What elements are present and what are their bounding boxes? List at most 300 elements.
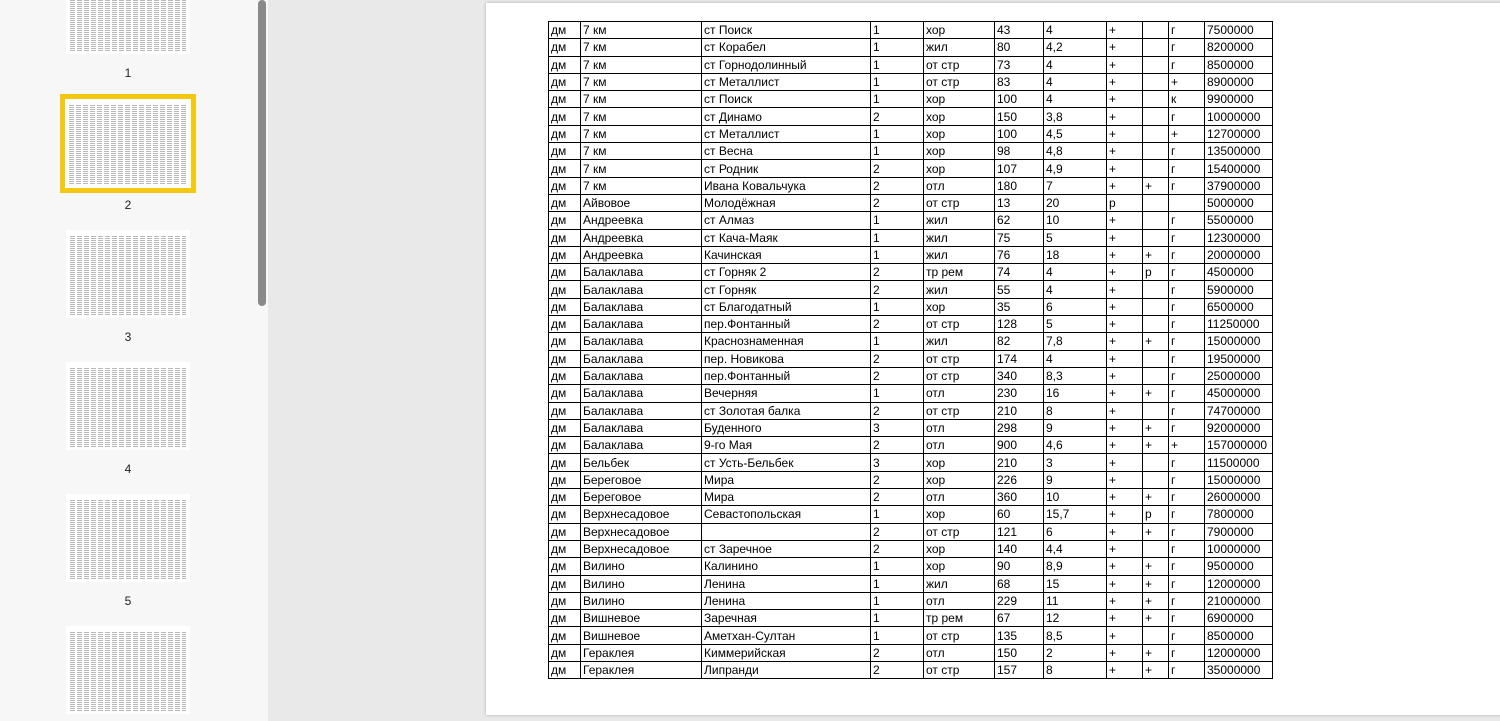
table-cell: дм xyxy=(549,194,581,211)
table-cell: 7 км xyxy=(581,108,702,125)
table-cell: ст Горняк xyxy=(702,281,871,298)
table-cell: Качинская xyxy=(702,246,871,263)
table-row xyxy=(549,419,1273,436)
table-cell: к xyxy=(1169,91,1205,108)
table-cell: Ивана Ковальчука xyxy=(702,177,871,194)
table-cell: 21000000 xyxy=(1205,592,1273,609)
table-cell xyxy=(1143,471,1169,488)
table-row xyxy=(549,506,1273,523)
table-cell: ст Горняк 2 xyxy=(702,264,871,281)
table-cell: + xyxy=(1143,385,1169,402)
table-cell: + xyxy=(1107,246,1143,263)
page-thumbnail-label: 3 xyxy=(124,330,132,344)
table-cell xyxy=(1143,627,1169,644)
table-cell: 229 xyxy=(995,592,1044,609)
table-cell: от стр xyxy=(924,56,995,73)
table-cell: г xyxy=(1169,281,1205,298)
table-cell: 360 xyxy=(995,489,1044,506)
table-row xyxy=(549,212,1273,229)
table-row xyxy=(549,246,1273,263)
table-cell: 1 xyxy=(871,506,924,523)
table-cell xyxy=(1143,454,1169,471)
table-cell: ст Металлист xyxy=(702,125,871,142)
table-row xyxy=(549,73,1273,90)
table-cell: ст Благодатный xyxy=(702,298,871,315)
table-cell: г xyxy=(1169,143,1205,160)
table-cell: 98 xyxy=(995,143,1044,160)
table-cell: 1 xyxy=(871,575,924,592)
table-cell: г xyxy=(1169,471,1205,488)
table-cell: дм xyxy=(549,610,581,627)
table-cell: дм xyxy=(549,316,581,333)
page-thumbnail-label: 1 xyxy=(124,66,132,80)
table-cell: г xyxy=(1169,644,1205,661)
table-row xyxy=(549,644,1273,661)
table-cell: р xyxy=(1107,194,1143,211)
page-thumbnail-image[interactable] xyxy=(66,230,190,318)
page-thumbnail-image[interactable] xyxy=(66,494,190,582)
table-cell: + xyxy=(1143,610,1169,627)
table-cell: + xyxy=(1107,558,1143,575)
table-row xyxy=(549,298,1273,315)
table-cell: 6500000 xyxy=(1205,298,1273,315)
table-cell: 11500000 xyxy=(1205,454,1273,471)
table-cell: + xyxy=(1107,661,1143,678)
table-cell: г xyxy=(1169,316,1205,333)
table-cell: 1 xyxy=(871,592,924,609)
table-cell: 37900000 xyxy=(1205,177,1273,194)
table-cell: Липранди xyxy=(702,661,871,678)
table-cell: г xyxy=(1169,160,1205,177)
table-cell: Заречная xyxy=(702,610,871,627)
table-cell: Вишневое xyxy=(581,627,702,644)
table-cell: 4,5 xyxy=(1044,125,1107,142)
table-cell: Балаклава xyxy=(581,437,702,454)
table-row xyxy=(549,540,1273,557)
table-cell: г xyxy=(1169,212,1205,229)
table-cell: + xyxy=(1107,108,1143,125)
table-cell: 107 xyxy=(995,160,1044,177)
table-cell: 10000000 xyxy=(1205,540,1273,557)
table-cell: 13500000 xyxy=(1205,143,1273,160)
table-cell: 20 xyxy=(1044,194,1107,211)
table-row xyxy=(549,333,1273,350)
table-cell: Андреевка xyxy=(581,229,702,246)
table-cell: от стр xyxy=(924,316,995,333)
table-cell: 1 xyxy=(871,229,924,246)
table-cell: 12 xyxy=(1044,610,1107,627)
table-cell: р xyxy=(1143,264,1169,281)
table-cell: 60 xyxy=(995,506,1044,523)
table-cell: + xyxy=(1143,661,1169,678)
table-cell: Балаклава xyxy=(581,402,702,419)
table-cell: 73 xyxy=(995,56,1044,73)
table-cell: 7 км xyxy=(581,160,702,177)
table-row xyxy=(549,661,1273,678)
table-cell: 140 xyxy=(995,540,1044,557)
table-cell xyxy=(1143,39,1169,56)
table-cell: дм xyxy=(549,385,581,402)
table-cell xyxy=(1143,73,1169,90)
table-cell: дм xyxy=(549,177,581,194)
table-cell: р xyxy=(1143,506,1169,523)
table-cell: Андреевка xyxy=(581,212,702,229)
table-cell: 157 xyxy=(995,661,1044,678)
table-cell: 8500000 xyxy=(1205,627,1273,644)
table-cell: хор xyxy=(924,91,995,108)
table-cell: 2 xyxy=(871,264,924,281)
table-cell: 6 xyxy=(1044,523,1107,540)
table-cell: жил xyxy=(924,281,995,298)
table-cell: 20000000 xyxy=(1205,246,1273,263)
table-row xyxy=(549,108,1273,125)
table-cell xyxy=(702,523,871,540)
table-cell: отл xyxy=(924,644,995,661)
table-cell: 19500000 xyxy=(1205,350,1273,367)
table-cell: 4,2 xyxy=(1044,39,1107,56)
table-cell: 1 xyxy=(871,246,924,263)
table-cell: 5 xyxy=(1044,316,1107,333)
table-cell: хор xyxy=(924,558,995,575)
table-cell: Вилино xyxy=(581,575,702,592)
table-row xyxy=(549,177,1273,194)
table-cell: 26000000 xyxy=(1205,489,1273,506)
table-cell: дм xyxy=(549,264,581,281)
table-cell: дм xyxy=(549,437,581,454)
sidebar-scrollbar[interactable] xyxy=(258,0,266,306)
table-cell: 340 xyxy=(995,367,1044,384)
table-cell: г xyxy=(1169,575,1205,592)
table-cell: 5 xyxy=(1044,229,1107,246)
table-cell: + xyxy=(1107,437,1143,454)
table-cell: + xyxy=(1143,246,1169,263)
table-cell: 7 км xyxy=(581,177,702,194)
table-cell: Верхнесадовое xyxy=(581,540,702,557)
table-cell: Айвовое xyxy=(581,194,702,211)
table-cell: отл xyxy=(924,489,995,506)
table-row xyxy=(549,194,1273,211)
table-cell: Балаклава xyxy=(581,281,702,298)
table-cell: + xyxy=(1107,610,1143,627)
table-cell: 100 xyxy=(995,125,1044,142)
table-cell: + xyxy=(1107,627,1143,644)
table-cell xyxy=(1143,316,1169,333)
table-cell: + xyxy=(1143,523,1169,540)
table-cell: 9 xyxy=(1044,419,1107,436)
table-cell: дм xyxy=(549,592,581,609)
table-cell: ст Весна xyxy=(702,143,871,160)
table-cell: 9 xyxy=(1044,471,1107,488)
table-cell: дм xyxy=(549,540,581,557)
table-cell: 75 xyxy=(995,229,1044,246)
table-cell: Вечерняя xyxy=(702,385,871,402)
table-cell: Балаклава xyxy=(581,316,702,333)
table-cell: + xyxy=(1169,437,1205,454)
table-cell: 5000000 xyxy=(1205,194,1273,211)
table-cell: ст Родник xyxy=(702,160,871,177)
table-cell: 2 xyxy=(871,661,924,678)
table-row xyxy=(549,56,1273,73)
table-cell: от стр xyxy=(924,523,995,540)
table-cell: 11250000 xyxy=(1205,316,1273,333)
table-cell: г xyxy=(1169,108,1205,125)
table-cell: г xyxy=(1169,661,1205,678)
table-cell: 68 xyxy=(995,575,1044,592)
table-cell: Балаклава xyxy=(581,385,702,402)
table-row xyxy=(549,627,1273,644)
table-cell xyxy=(1143,56,1169,73)
table-cell: 8500000 xyxy=(1205,56,1273,73)
table-cell: дм xyxy=(549,402,581,419)
table-cell: г xyxy=(1169,22,1205,39)
table-cell: 2 xyxy=(871,350,924,367)
table-cell: ст Кача-Маяк xyxy=(702,229,871,246)
table-row xyxy=(549,264,1273,281)
table-cell: ст Корабел xyxy=(702,39,871,56)
table-cell: Ленина xyxy=(702,575,871,592)
page-thumbnail-label: 4 xyxy=(124,462,132,476)
table-cell: + xyxy=(1143,419,1169,436)
table-cell xyxy=(1143,143,1169,160)
table-cell: Балаклава xyxy=(581,333,702,350)
table-cell: хор xyxy=(924,108,995,125)
table-cell: 16 xyxy=(1044,385,1107,402)
table-cell: 35000000 xyxy=(1205,661,1273,678)
table-cell: ст Заречное xyxy=(702,540,871,557)
table-cell: 7 км xyxy=(581,56,702,73)
table-cell: г xyxy=(1169,264,1205,281)
table-cell: ст Поиск xyxy=(702,22,871,39)
table-cell: 1 xyxy=(871,333,924,350)
table-cell: 67 xyxy=(995,610,1044,627)
table-cell: 4,9 xyxy=(1044,160,1107,177)
table-row xyxy=(549,471,1273,488)
table-cell: дм xyxy=(549,246,581,263)
table-cell: 2 xyxy=(871,316,924,333)
table-cell: Гераклея xyxy=(581,644,702,661)
table-cell: г xyxy=(1169,350,1205,367)
document-page xyxy=(486,3,1500,715)
table-cell: Бельбек xyxy=(581,454,702,471)
table-cell: 128 xyxy=(995,316,1044,333)
table-cell: дм xyxy=(549,212,581,229)
table-cell: 7 км xyxy=(581,125,702,142)
table-row xyxy=(549,22,1273,39)
table-cell: 900 xyxy=(995,437,1044,454)
table-cell: отл xyxy=(924,437,995,454)
table-cell: от стр xyxy=(924,367,995,384)
table-cell: + xyxy=(1107,350,1143,367)
table-cell: 9-го Мая xyxy=(702,437,871,454)
table-cell: 121 xyxy=(995,523,1044,540)
table-cell: г xyxy=(1169,489,1205,506)
table-cell: ст Поиск xyxy=(702,91,871,108)
table-cell xyxy=(1169,194,1205,211)
table-cell xyxy=(1143,108,1169,125)
table-cell: от стр xyxy=(924,194,995,211)
table-cell: 7900000 xyxy=(1205,523,1273,540)
table-cell: + xyxy=(1107,367,1143,384)
table-cell: + xyxy=(1107,402,1143,419)
page-thumbnail-image[interactable] xyxy=(66,626,190,714)
table-cell: 2 xyxy=(871,194,924,211)
document-viewer xyxy=(268,0,1500,721)
table-cell: + xyxy=(1107,540,1143,557)
table-cell: + xyxy=(1107,39,1143,56)
table-cell: + xyxy=(1107,316,1143,333)
table-cell: жил xyxy=(924,229,995,246)
table-cell: 10000000 xyxy=(1205,108,1273,125)
table-cell: дм xyxy=(549,644,581,661)
table-cell: 2 xyxy=(871,471,924,488)
table-cell: 4 xyxy=(1044,264,1107,281)
table-cell: дм xyxy=(549,39,581,56)
table-cell: 4500000 xyxy=(1205,264,1273,281)
table-cell: 12000000 xyxy=(1205,644,1273,661)
table-cell: 210 xyxy=(995,454,1044,471)
table-cell: хор xyxy=(924,506,995,523)
table-cell: Мира xyxy=(702,489,871,506)
table-cell: 43 xyxy=(995,22,1044,39)
table-cell: дм xyxy=(549,454,581,471)
table-row xyxy=(549,160,1273,177)
table-cell: 8,5 xyxy=(1044,627,1107,644)
table-cell: Вишневое xyxy=(581,610,702,627)
table-cell: отл xyxy=(924,419,995,436)
table-cell: 4 xyxy=(1044,281,1107,298)
table-cell: 82 xyxy=(995,333,1044,350)
table-cell xyxy=(1143,91,1169,108)
page-thumbnail-label: 2 xyxy=(124,198,132,212)
table-cell: + xyxy=(1107,471,1143,488)
table-cell: 13 xyxy=(995,194,1044,211)
table-row xyxy=(549,143,1273,160)
table-cell: 7,8 xyxy=(1044,333,1107,350)
page-thumbnail-image[interactable] xyxy=(66,362,190,450)
table-cell: 3,8 xyxy=(1044,108,1107,125)
table-cell: г xyxy=(1169,523,1205,540)
table-cell: 83 xyxy=(995,73,1044,90)
table-cell: г xyxy=(1169,558,1205,575)
table-cell: + xyxy=(1107,125,1143,142)
table-cell: 2 xyxy=(871,489,924,506)
table-cell xyxy=(1143,212,1169,229)
table-cell: 2 xyxy=(1044,644,1107,661)
table-cell: + xyxy=(1169,73,1205,90)
page-thumbnail-image[interactable] xyxy=(60,94,196,193)
table-cell: 90 xyxy=(995,558,1044,575)
table-cell: хор xyxy=(924,160,995,177)
table-cell: + xyxy=(1107,73,1143,90)
table-row xyxy=(549,367,1273,384)
table-cell: + xyxy=(1107,264,1143,281)
table-cell: 7 xyxy=(1044,177,1107,194)
table-cell: + xyxy=(1143,592,1169,609)
table-cell: 15 xyxy=(1044,575,1107,592)
table-row xyxy=(549,454,1273,471)
table-cell xyxy=(1143,281,1169,298)
table-cell: 80 xyxy=(995,39,1044,56)
table-row xyxy=(549,350,1273,367)
table-cell: жил xyxy=(924,333,995,350)
table-cell: Балаклава xyxy=(581,419,702,436)
table-cell: 8,3 xyxy=(1044,367,1107,384)
table-cell: г xyxy=(1169,610,1205,627)
table-cell: пер.Фонтанный xyxy=(702,316,871,333)
table-cell: пер. Новикова xyxy=(702,350,871,367)
table-cell: 6900000 xyxy=(1205,610,1273,627)
table-cell: 25000000 xyxy=(1205,367,1273,384)
table-cell: + xyxy=(1107,454,1143,471)
table-cell: Мира xyxy=(702,471,871,488)
table-cell: 2 xyxy=(871,402,924,419)
table-cell: от стр xyxy=(924,350,995,367)
table-cell: дм xyxy=(549,350,581,367)
table-cell: хор xyxy=(924,540,995,557)
table-cell: + xyxy=(1107,160,1143,177)
table-cell: Балаклава xyxy=(581,350,702,367)
table-cell: г xyxy=(1169,402,1205,419)
page-thumbnail-image[interactable] xyxy=(66,0,190,54)
table-cell: 2 xyxy=(871,160,924,177)
table-cell: 15,7 xyxy=(1044,506,1107,523)
table-cell: 4 xyxy=(1044,91,1107,108)
table-cell: 12000000 xyxy=(1205,575,1273,592)
table-cell: тр рем xyxy=(924,264,995,281)
table-cell: ст Усть-Бельбек xyxy=(702,454,871,471)
table-cell: 2 xyxy=(871,644,924,661)
table-cell: 8900000 xyxy=(1205,73,1273,90)
table-cell: жил xyxy=(924,39,995,56)
page-thumbnail-label: 5 xyxy=(124,594,132,608)
table-cell: Береговое xyxy=(581,471,702,488)
table-cell: + xyxy=(1107,56,1143,73)
table-cell: дм xyxy=(549,108,581,125)
table-cell: г xyxy=(1169,177,1205,194)
table-cell: г xyxy=(1169,56,1205,73)
table-cell: ст Динамо xyxy=(702,108,871,125)
table-cell: хор xyxy=(924,143,995,160)
table-cell: хор xyxy=(924,125,995,142)
table-cell: ст Алмаз xyxy=(702,212,871,229)
table-cell: хор xyxy=(924,298,995,315)
table-cell: дм xyxy=(549,575,581,592)
table-cell: 1 xyxy=(871,385,924,402)
table-cell: жил xyxy=(924,212,995,229)
table-row xyxy=(549,610,1273,627)
table-cell: 92000000 xyxy=(1205,419,1273,436)
table-cell: дм xyxy=(549,419,581,436)
table-cell: 4 xyxy=(1044,56,1107,73)
table-cell: Молодёжная xyxy=(702,194,871,211)
table-cell: 3 xyxy=(1044,454,1107,471)
table-row xyxy=(549,575,1273,592)
table-cell: + xyxy=(1107,523,1143,540)
table-cell: 3 xyxy=(871,419,924,436)
table-cell: пер.Фонтанный xyxy=(702,367,871,384)
table-cell: + xyxy=(1107,592,1143,609)
table-cell: 9500000 xyxy=(1205,558,1273,575)
table-cell: г xyxy=(1169,229,1205,246)
table-cell: Балаклава xyxy=(581,367,702,384)
table-cell: 1 xyxy=(871,610,924,627)
table-cell: + xyxy=(1169,125,1205,142)
table-row xyxy=(549,402,1273,419)
table-cell: + xyxy=(1107,333,1143,350)
table-cell: дм xyxy=(549,523,581,540)
table-cell: 6 xyxy=(1044,298,1107,315)
table-cell: 15400000 xyxy=(1205,160,1273,177)
